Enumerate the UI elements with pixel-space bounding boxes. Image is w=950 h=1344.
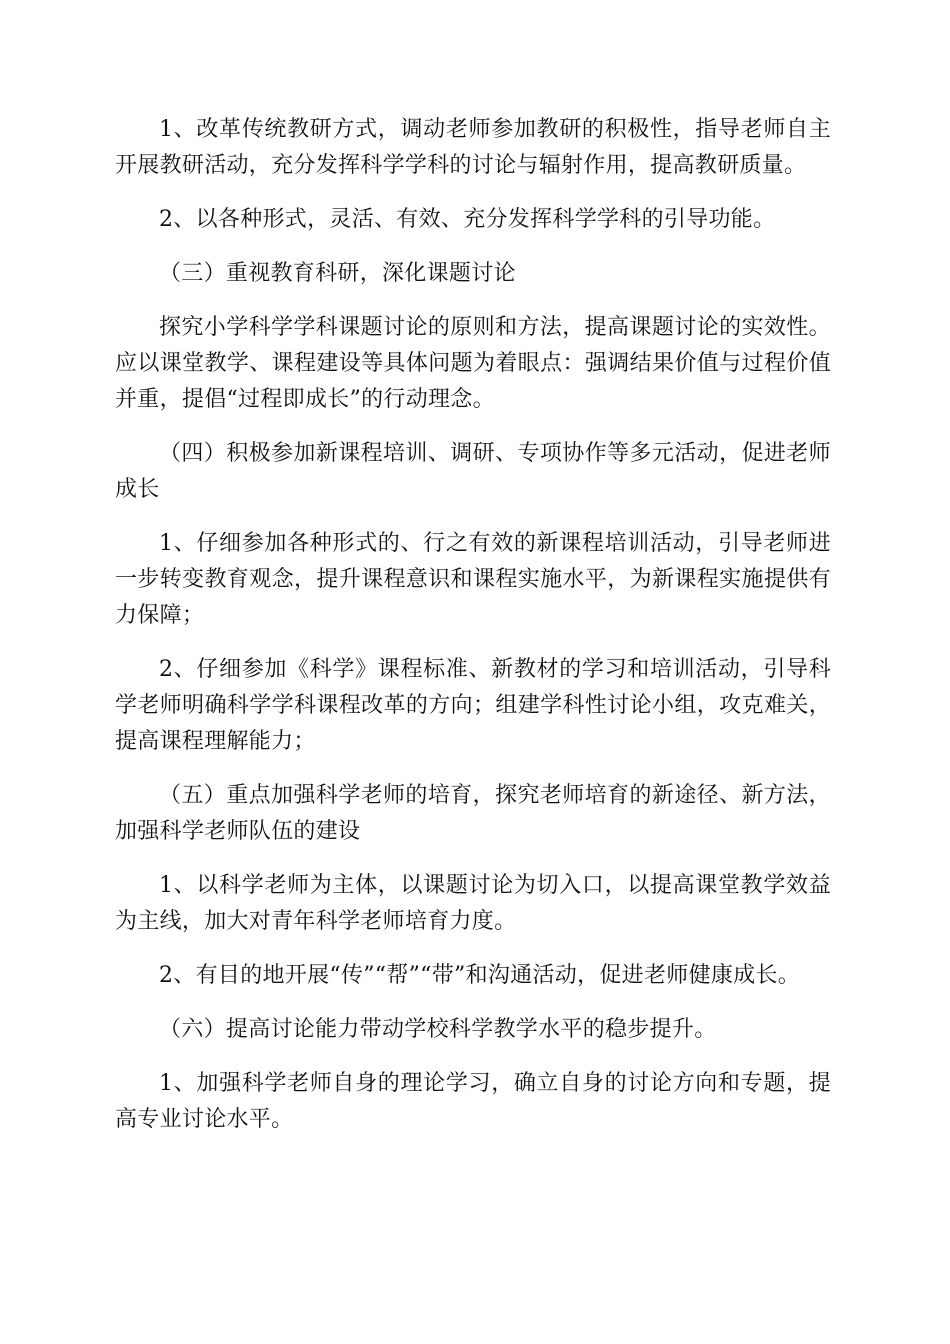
section-heading-4: （四）积极参加新课程培训、调研、专项协作等多元活动，促进老师成长 bbox=[115, 441, 831, 502]
paragraph-4: 探究小学科学学科课题讨论的原则和方法，提高课题讨论的实效性。应以课堂教学、课程建设等具体问题为着眼点：强调结果价值与过程价值并重，提倡“过程即成长”的行动理念。 bbox=[115, 315, 831, 412]
paragraph-10: 2、有目的地开展“传”“帮”“带”和沟通活动，促进老师健康成长。 bbox=[159, 963, 801, 988]
section-heading-5: （五）重点加强科学老师的培育，探究老师培育的新途径、新方法，加强科学老师队伍的建设 bbox=[115, 783, 831, 844]
document-body bbox=[115, 112, 831, 1138]
paragraph-2: 2、以各种形式，灵活、有效、充分发挥科学学科的引导功能。 bbox=[159, 207, 776, 232]
paragraph-1: 1、改革传统教研方式，调动老师参加教研的积极性，指导老师自主开展教研活动，充分发挥科学学科的讨论与辐射作用，提高教研质量。 bbox=[115, 117, 831, 178]
section-heading-6: （六）提高讨论能力带动学校科学教学水平的稳步提升。 bbox=[159, 1017, 717, 1042]
paragraph-6: 1、仔细参加各种形式的、行之有效的新课程培训活动，引导老师进一步转变教育观念，提升课程意识和课程实施水平，为新课程实施提供有力保障； bbox=[115, 531, 831, 628]
section-heading-3: （三）重视教育科研，深化课题讨论 bbox=[159, 261, 516, 286]
paragraph-9: 1、以科学老师为主体，以课题讨论为切入口，以提高课堂教学效益为主线，加大对青年科学老师培育力度。 bbox=[115, 873, 831, 934]
paragraph-7: 2、仔细参加《科学》课程标准、新教材的学习和培训活动，引导科学老师明确科学学科课程改革的方向；组建学科性讨论小组，攻克难关，提高课程理解能力； bbox=[115, 657, 831, 754]
paragraph-12: 1、加强科学老师自身的理论学习，确立自身的讨论方向和专题，提高专业讨论水平。 bbox=[115, 1071, 831, 1132]
